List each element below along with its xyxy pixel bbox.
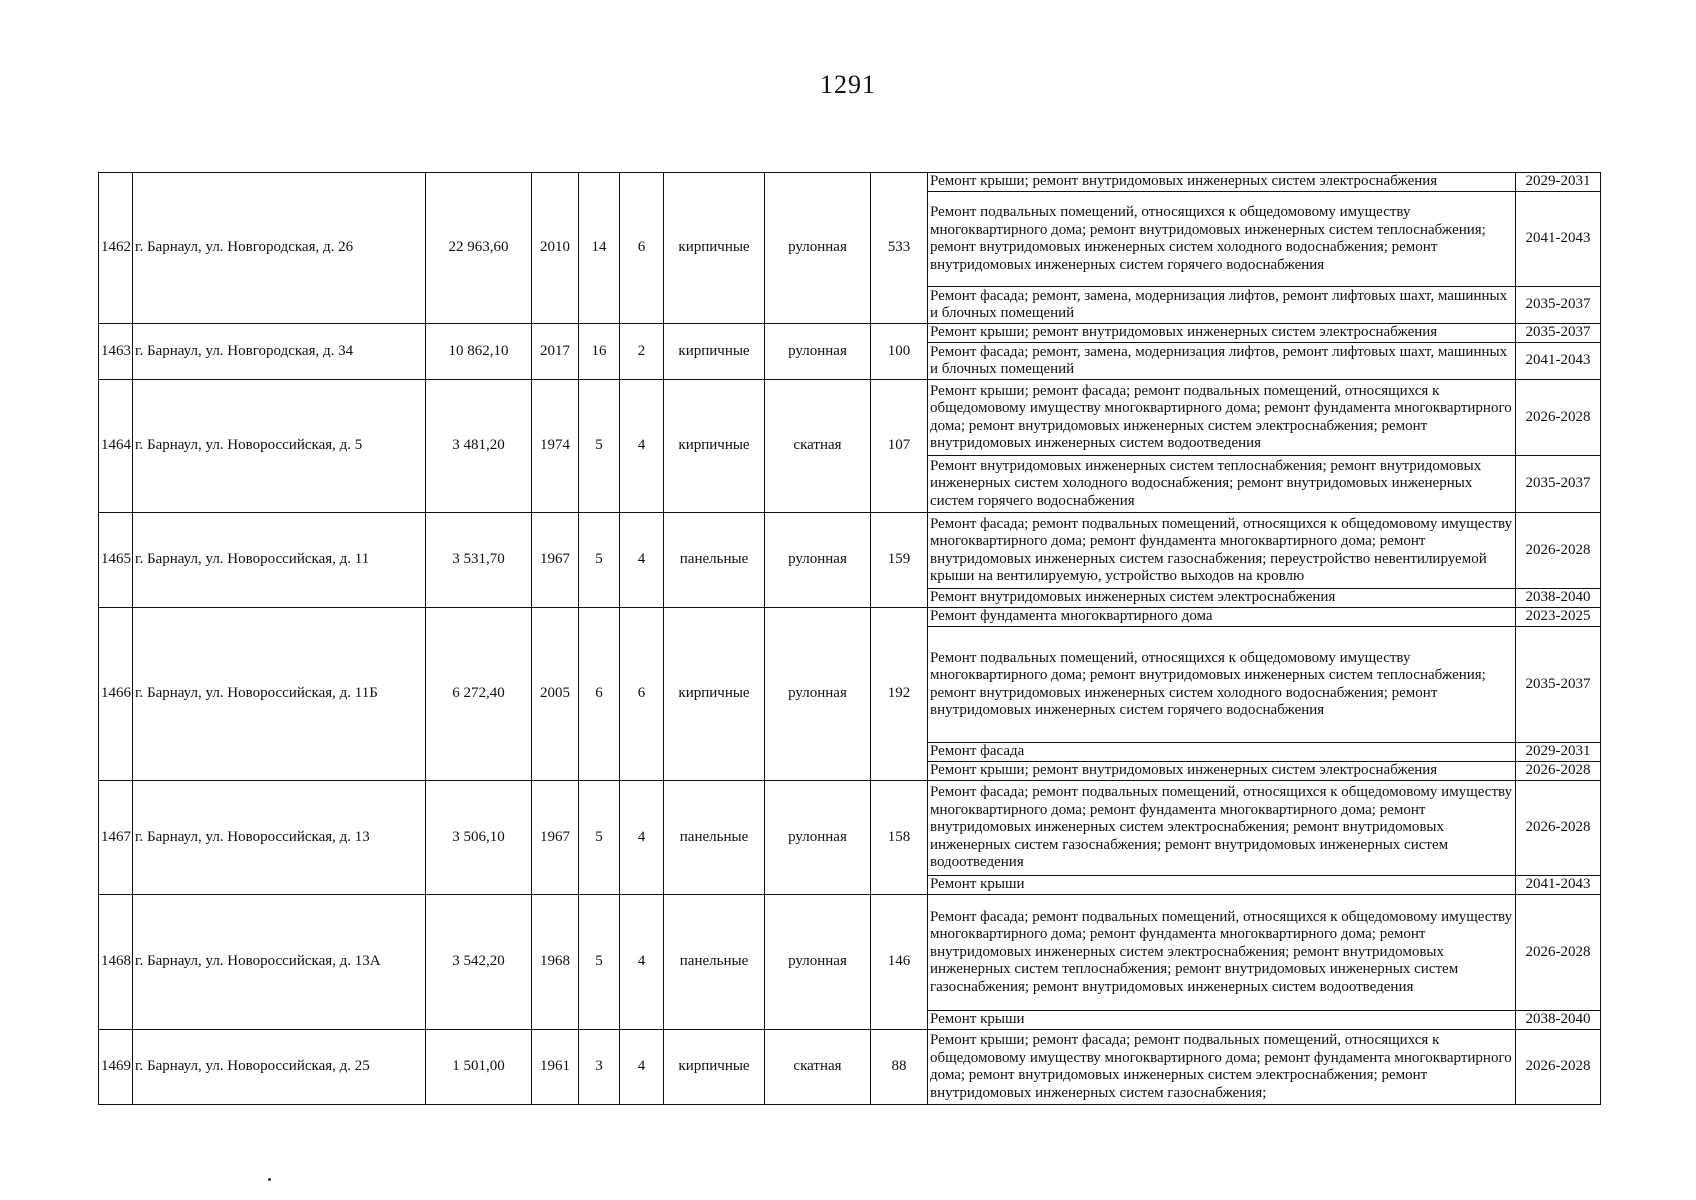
- work-description: Ремонт фасада; ремонт подвальных помещений, относящихся к общедомовому имуществу многоквартирного дома; ремонт фундамента многоквартирного дома; ремонт внутридомовых инженерных систем электроснабжения; ремонт внутридомовых инженерных систем газоснабжения; ремонт внутридомовых инженерных систем водоотведения: [928, 781, 1516, 876]
- residents-cell: 146: [871, 895, 928, 1030]
- work-description: Ремонт фасада; ремонт подвальных помещений, относящихся к общедомовому имуществу многоквартирного дома; ремонт фундамента многоквартирного дома; ремонт внутридомовых инженерных систем электроснабжения; ремонт внутридомовых инженерных систем теплоснабжения; ремонт внутридомовых инженерных систем газоснабжения; ремонт внутридомовых инженерных систем водоотведения: [928, 895, 1516, 1011]
- work-period: 2035-2037: [1516, 324, 1601, 343]
- address-cell: г. Барнаул, ул. Новгородская, д. 26: [133, 173, 426, 324]
- roof-type-cell: рулонная: [765, 513, 871, 608]
- work-period: 2035-2037: [1516, 627, 1601, 743]
- roof-type-cell: рулонная: [765, 895, 871, 1030]
- wall-material-cell: кирпичные: [664, 380, 765, 513]
- work-description: Ремонт подвальных помещений, относящихся к общедомовому имуществу многоквартирного дома; ремонт внутридомовых инженерных систем теплоснабжения; ремонт внутридомовых инженерных систем холодного водоснабжения; ремонт внутридомовых инженерных систем горячего водоснабжения: [928, 192, 1516, 287]
- row-number: 1463: [99, 324, 133, 380]
- address-cell: г. Барнаул, ул. Новороссийская, д. 5: [133, 380, 426, 513]
- wall-material-cell: панельные: [664, 513, 765, 608]
- work-period: 2038-2040: [1516, 589, 1601, 608]
- entrances-cell: 4: [620, 380, 664, 513]
- area-cell: 10 862,10: [426, 324, 532, 380]
- year-built-cell: 1974: [532, 380, 579, 513]
- work-description: Ремонт фасада; ремонт, замена, модернизация лифтов, ремонт лифтовых шахт, машинных и блочных помещений: [928, 287, 1516, 324]
- work-description: Ремонт крыши; ремонт внутридомовых инженерных систем электроснабжения: [928, 324, 1516, 343]
- year-built-cell: 1968: [532, 895, 579, 1030]
- year-built-cell: 1967: [532, 513, 579, 608]
- work-description: Ремонт внутридомовых инженерных систем теплоснабжения; ремонт внутридомовых инженерных систем холодного водоснабжения; ремонт внутридомовых инженерных систем горячего водоснабжения: [928, 456, 1516, 513]
- work-description: Ремонт крыши; ремонт фасада; ремонт подвальных помещений, относящихся к общедомовому имуществу многоквартирного дома; ремонт фундамента многоквартирного дома; ремонт внутридомовых инженерных систем электроснабжения; ремонт внутридомовых инженерных систем водоотведения: [928, 380, 1516, 456]
- roof-type-cell: рулонная: [765, 324, 871, 380]
- work-description: Ремонт фасада: [928, 743, 1516, 762]
- entrances-cell: 6: [620, 608, 664, 781]
- wall-material-cell: панельные: [664, 781, 765, 895]
- floors-cell: 16: [579, 324, 620, 380]
- area-cell: 22 963,60: [426, 173, 532, 324]
- row-number: 1464: [99, 380, 133, 513]
- capital-repair-table: [98, 172, 1601, 1105]
- work-period: 2026-2028: [1516, 1030, 1601, 1105]
- address-cell: г. Барнаул, ул. Новороссийская, д. 11: [133, 513, 426, 608]
- work-period: 2035-2037: [1516, 287, 1601, 324]
- address-cell: г. Барнаул, ул. Новороссийская, д. 13А: [133, 895, 426, 1030]
- area-cell: 3 542,20: [426, 895, 532, 1030]
- entrances-cell: 4: [620, 781, 664, 895]
- area-cell: 1 501,00: [426, 1030, 532, 1105]
- floors-cell: 3: [579, 1030, 620, 1105]
- work-description: Ремонт крыши; ремонт внутридомовых инженерных систем электроснабжения: [928, 173, 1516, 192]
- address-cell: г. Барнаул, ул. Новороссийская, д. 11Б: [133, 608, 426, 781]
- table-row: [99, 173, 1601, 192]
- work-period: 2023-2025: [1516, 608, 1601, 627]
- year-built-cell: 2005: [532, 608, 579, 781]
- work-description: Ремонт фасада; ремонт подвальных помещений, относящихся к общедомовому имуществу многоквартирного дома; ремонт фундамента многоквартирного дома; ремонт внутридомовых инженерных систем газоснабжения; переустройство невентилируемой крыши на вентилируемую, устройство выходов на кровлю: [928, 513, 1516, 589]
- work-period: 2038-2040: [1516, 1011, 1601, 1030]
- address-cell: г. Барнаул, ул. Новгородская, д. 34: [133, 324, 426, 380]
- area-cell: 3 531,70: [426, 513, 532, 608]
- residents-cell: 107: [871, 380, 928, 513]
- year-built-cell: 1961: [532, 1030, 579, 1105]
- work-description: Ремонт крыши: [928, 876, 1516, 895]
- row-number: 1462: [99, 173, 133, 324]
- work-period: 2029-2031: [1516, 743, 1601, 762]
- row-number: 1467: [99, 781, 133, 895]
- residents-cell: 88: [871, 1030, 928, 1105]
- roof-type-cell: скатная: [765, 1030, 871, 1105]
- work-period: 2029-2031: [1516, 173, 1601, 192]
- row-number: 1465: [99, 513, 133, 608]
- residents-cell: 533: [871, 173, 928, 324]
- scan-speck: [268, 1178, 271, 1181]
- residents-cell: 100: [871, 324, 928, 380]
- work-period: 2026-2028: [1516, 513, 1601, 589]
- work-description: Ремонт фасада; ремонт, замена, модернизация лифтов, ремонт лифтовых шахт, машинных и блочных помещений: [928, 343, 1516, 380]
- work-period: 2041-2043: [1516, 192, 1601, 287]
- page-number: 1291: [820, 70, 876, 99]
- roof-type-cell: скатная: [765, 380, 871, 513]
- table-row: [99, 608, 1601, 627]
- roof-type-cell: рулонная: [765, 173, 871, 324]
- wall-material-cell: кирпичные: [664, 1030, 765, 1105]
- work-period: 2026-2028: [1516, 781, 1601, 876]
- residents-cell: 159: [871, 513, 928, 608]
- work-period: 2026-2028: [1516, 762, 1601, 781]
- work-description: Ремонт фундамента многоквартирного дома: [928, 608, 1516, 627]
- wall-material-cell: кирпичные: [664, 324, 765, 380]
- row-number: 1469: [99, 1030, 133, 1105]
- residents-cell: 192: [871, 608, 928, 781]
- work-period: 2035-2037: [1516, 456, 1601, 513]
- area-cell: 3 506,10: [426, 781, 532, 895]
- area-cell: 6 272,40: [426, 608, 532, 781]
- work-period: 2026-2028: [1516, 895, 1601, 1011]
- floors-cell: 6: [579, 608, 620, 781]
- work-description: Ремонт подвальных помещений, относящихся к общедомовому имуществу многоквартирного дома; ремонт внутридомовых инженерных систем теплоснабжения; ремонт внутридомовых инженерных систем холодного водоснабжения; ремонт внутридомовых инженерных систем горячего водоснабжения: [928, 627, 1516, 743]
- row-number: 1468: [99, 895, 133, 1030]
- floors-cell: 5: [579, 895, 620, 1030]
- wall-material-cell: кирпичные: [664, 608, 765, 781]
- floors-cell: 14: [579, 173, 620, 324]
- work-period: 2041-2043: [1516, 343, 1601, 380]
- work-description: Ремонт крыши; ремонт внутридомовых инженерных систем электроснабжения: [928, 762, 1516, 781]
- wall-material-cell: панельные: [664, 895, 765, 1030]
- work-period: 2041-2043: [1516, 876, 1601, 895]
- table-row: [99, 1030, 1601, 1105]
- floors-cell: 5: [579, 781, 620, 895]
- floors-cell: 5: [579, 513, 620, 608]
- floors-cell: 5: [579, 380, 620, 513]
- address-cell: г. Барнаул, ул. Новороссийская, д. 13: [133, 781, 426, 895]
- table-row: [99, 324, 1601, 343]
- year-built-cell: 2017: [532, 324, 579, 380]
- table-row: [99, 513, 1601, 589]
- table-row: [99, 781, 1601, 876]
- work-description: Ремонт крыши: [928, 1011, 1516, 1030]
- row-number: 1466: [99, 608, 133, 781]
- entrances-cell: 2: [620, 324, 664, 380]
- entrances-cell: 4: [620, 895, 664, 1030]
- wall-material-cell: кирпичные: [664, 173, 765, 324]
- year-built-cell: 1967: [532, 781, 579, 895]
- table-row: [99, 380, 1601, 456]
- entrances-cell: 4: [620, 513, 664, 608]
- year-built-cell: 2010: [532, 173, 579, 324]
- table-row: [99, 895, 1601, 1011]
- residents-cell: 158: [871, 781, 928, 895]
- roof-type-cell: рулонная: [765, 608, 871, 781]
- entrances-cell: 4: [620, 1030, 664, 1105]
- entrances-cell: 6: [620, 173, 664, 324]
- roof-type-cell: рулонная: [765, 781, 871, 895]
- address-cell: г. Барнаул, ул. Новороссийская, д. 25: [133, 1030, 426, 1105]
- work-description: Ремонт крыши; ремонт фасада; ремонт подвальных помещений, относящихся к общедомовому имуществу многоквартирного дома; ремонт фундамента многоквартирного дома; ремонт внутридомовых инженерных систем электроснабжения; ремонт внутридомовых инженерных систем газоснабжения;: [928, 1030, 1516, 1105]
- work-description: Ремонт внутридомовых инженерных систем электроснабжения: [928, 589, 1516, 608]
- work-period: 2026-2028: [1516, 380, 1601, 456]
- area-cell: 3 481,20: [426, 380, 532, 513]
